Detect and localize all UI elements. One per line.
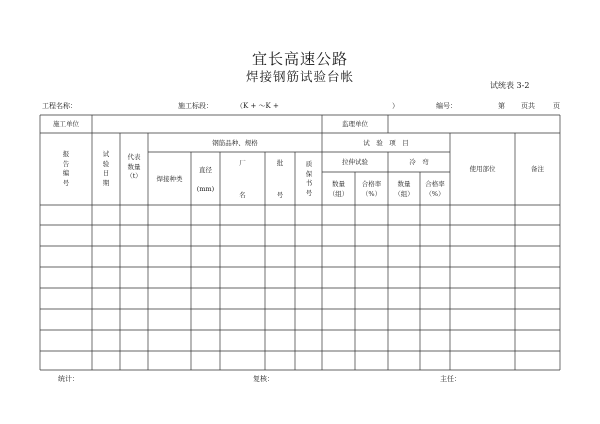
tensile-pass-rate-header: 合格率 xyxy=(361,180,382,188)
manufacturer-header-top: 厂 xyxy=(239,159,246,167)
bend-qty-unit: （组） xyxy=(394,190,414,198)
page-ye: 页 xyxy=(553,102,560,110)
weld-type-header: 焊接种类 xyxy=(156,175,183,183)
project-name-label: 工程名称： xyxy=(42,102,77,110)
remarks-header: 备注 xyxy=(531,165,544,173)
diameter-unit: (mm) xyxy=(196,185,215,193)
cold-bend-header: 冷 弯 xyxy=(409,158,429,166)
diameter-header: 直径 xyxy=(199,166,212,174)
batch-header-bottom: 号 xyxy=(276,191,284,199)
representative-quantity-header: 代表 数量 （t） xyxy=(126,153,142,180)
construction-unit-label: 施工单位 xyxy=(53,120,79,128)
bend-qty-header: 数量 xyxy=(397,180,411,188)
test-date-header: 试 验 日 期 xyxy=(102,150,110,187)
footer-review-label: 复核： xyxy=(253,375,274,383)
document-title: 宜长高速公路 xyxy=(251,50,348,68)
section-label: 施工标段： xyxy=(178,102,213,110)
usage-location-header: 使用部位 xyxy=(469,165,496,173)
certificate-number-header: 质 保 书 号 xyxy=(305,160,313,197)
section-close: ） xyxy=(392,102,399,110)
test-items-group-header: 试 验 项 目 xyxy=(363,139,409,147)
section-value: （K + ～K + xyxy=(236,102,279,110)
supervision-unit-label: 监理单位 xyxy=(342,120,368,128)
batch-header-top: 批 xyxy=(276,159,284,167)
form-code: 试统表 3-2 xyxy=(490,81,530,90)
number-label: 编号： xyxy=(436,102,457,110)
report-number-header: 报 告 编 号 xyxy=(62,150,70,187)
page-di: 第 xyxy=(498,102,505,110)
tensile-qty-unit: （组） xyxy=(328,190,349,198)
bend-pass-rate-unit: （%） xyxy=(425,190,445,198)
document-subtitle: 焊接钢筋试验台帐 xyxy=(245,69,354,84)
footer-stats-label: 统计： xyxy=(58,375,79,383)
tensile-test-header: 拉伸试验 xyxy=(342,158,368,166)
bend-pass-rate-header: 合格率 xyxy=(425,180,445,188)
page-total: 页共 xyxy=(521,102,535,110)
steel-spec-group-header: 钢筋品种、规格 xyxy=(212,139,258,147)
footer-supervisor-label: 主任： xyxy=(440,375,461,383)
tensile-pass-rate-unit: （%） xyxy=(361,190,382,198)
manufacturer-header-bottom: 名 xyxy=(239,191,246,199)
tensile-qty-header: 数量 xyxy=(332,180,345,188)
